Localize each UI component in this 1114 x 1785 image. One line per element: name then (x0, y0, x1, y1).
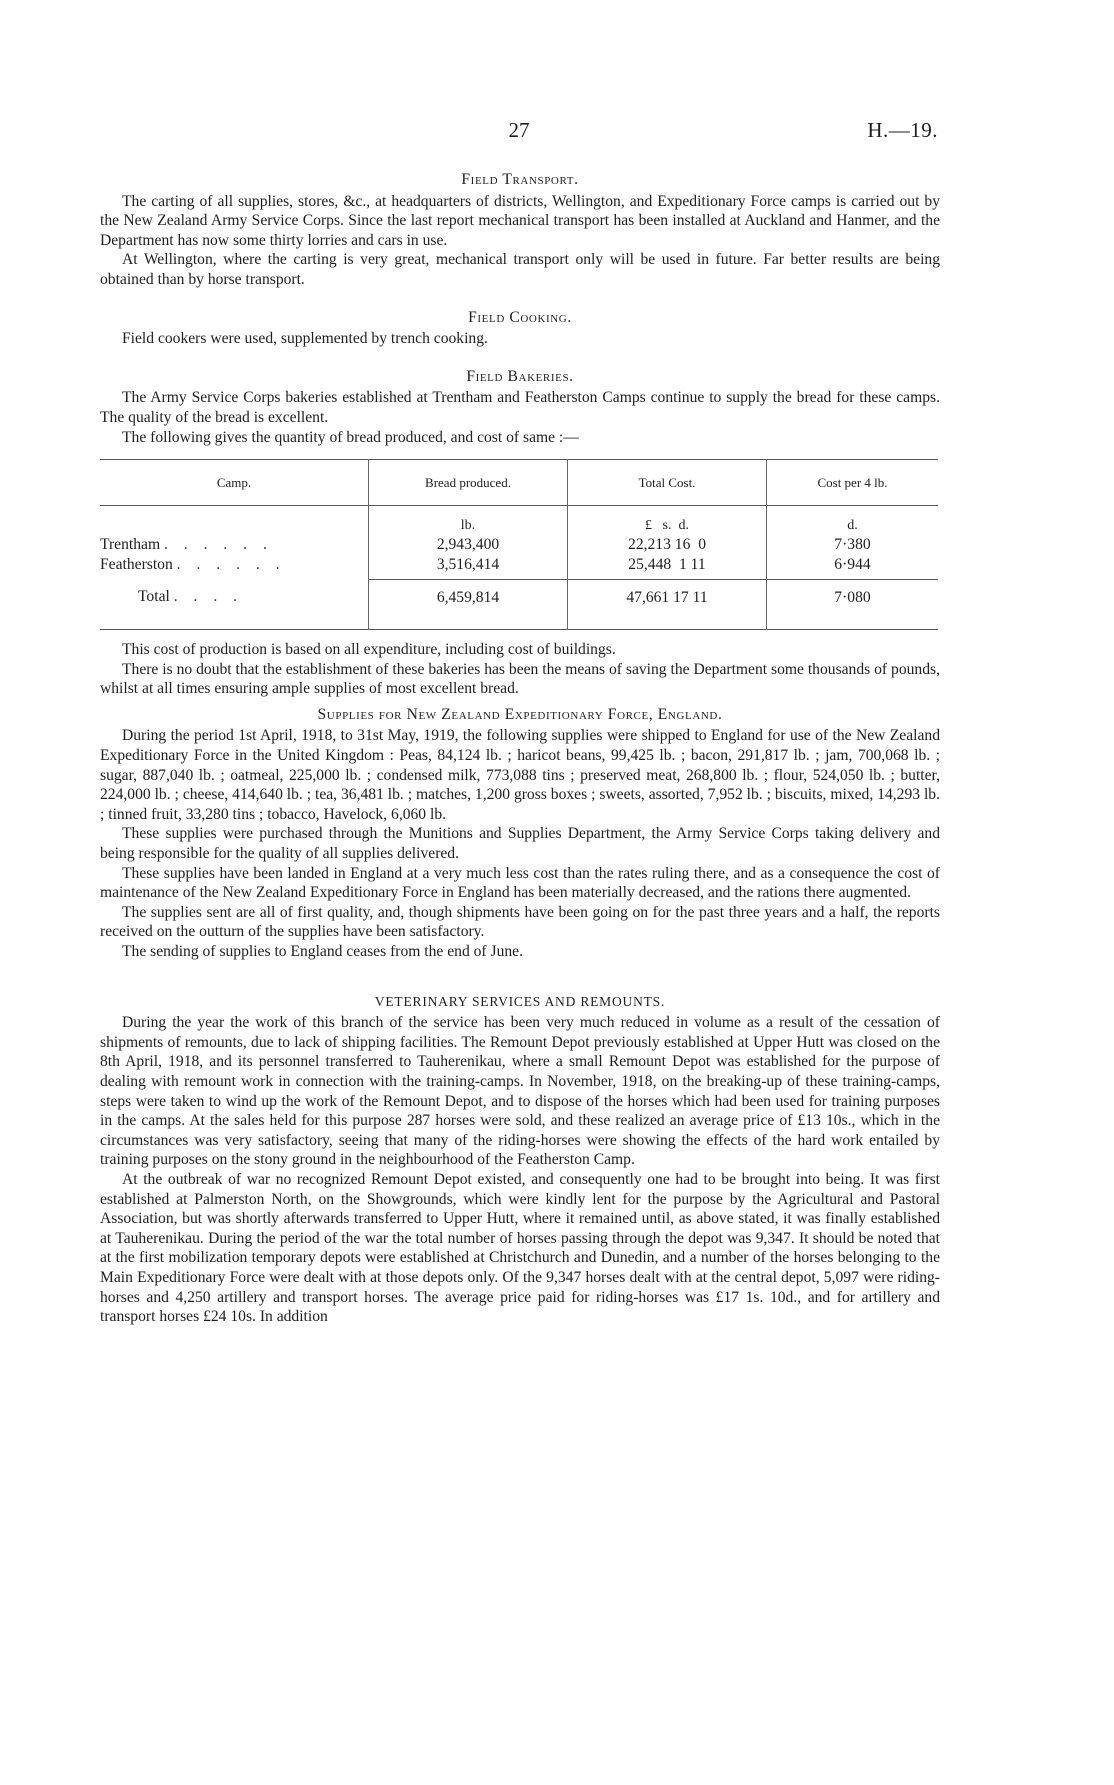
paragraph: The carting of all supplies, stores, &c., at headquarters of districts, Wellington, and Expeditionary Force camps is carried out by the New Zealand Army Service Corps. Since the last report mechanical transport has been installed at Auckland and Hanmer, and the Department has now some thirty lorries and cars in use. (100, 192, 940, 249)
total-cost-value: 25,448 1 11 (568, 555, 767, 579)
section-field-bakeries (100, 367, 940, 699)
bread-produced-value: 2,943,400 (369, 535, 568, 555)
paragraph: The Army Service Corps bakeries established at Trentham and Featherston Camps continue to supply the bread for these camps. The quality of the bread is excellent. (100, 389, 940, 426)
leader-dots: . . . . (173, 588, 244, 606)
paragraph: This cost of production is based on all expenditure, including cost of buildings. (122, 641, 616, 659)
unit-cost: d. (767, 505, 939, 535)
cost-per-4lb-value: 7·380 (767, 535, 939, 555)
paragraph: During the period 1st April, 1918, to 31st May, 1919, the following supplies were shipped to England for use of the New Zealand Expeditionary Force in the United Kingdom : Peas, 84,124 lb. ; haricot beans, 99,425 lb. ; bacon, 291,817 lb. ; jam, 700,068 lb. ; sugar, 887,040 lb. ; oatmeal, 225,000 lb. ; condensed milk, 773,088 tins ; preserved meat, 268,800 lb. ; flour, 524,050 lb. ; butter, 224,000 lb. ; cheese, 414,640 lb. ; tea, 36,481 lb. ; matches, 1,200 gross boxes ; sweets, assorted, 7,952 lb. ; biscuits, mixed, 14,293 lb. ; tinned fruit, 33,280 tins ; tobacco, Havelock, 6,060 lb. (100, 727, 940, 823)
total-cost-value: 22,213 16 0 (568, 535, 767, 555)
camp-name: Featherston (100, 556, 173, 574)
camp-name: Trentham (100, 536, 161, 554)
cost-per-4lb-value: 6·944 (767, 555, 939, 579)
table-row (100, 535, 938, 555)
paragraph: The supplies sent are all of first quality, and, though shipments have been going on for the past three years and a half, the reports received on the outturn of the supplies have been satisfactory. (100, 903, 940, 941)
page-content (100, 170, 940, 1327)
total-cost-per-4lb: 7·080 (767, 579, 939, 630)
paragraph: There is no doubt that the establishment of these bakeries has been the means of saving the Department some thousands of pounds, whilst at all times ensuring ample supplies of most excellent bread. (100, 660, 940, 698)
page-number: 27 (508, 118, 530, 142)
section-heading: Field Cooking. (468, 308, 572, 326)
paragraph: These supplies were purchased through the Munitions and Supplies Department, the Army Service Corps taking delivery and being responsible for the quality of all supplies delivered. (100, 825, 940, 863)
section-heading: VETERINARY SERVICES AND REMOUNTS. (374, 993, 666, 1009)
unit-total: £ s. d. (568, 505, 767, 535)
leader-dots: . . . . . . (163, 536, 273, 554)
paragraph: The sending of supplies to England ceases from the end of June. (122, 943, 524, 960)
table-total-row (100, 579, 938, 630)
section-heading: Supplies for New Zealand Expeditionary Force, England. (317, 705, 723, 723)
units-row (100, 505, 938, 535)
paragraph: At Wellington, where the carting is very great, mechanical transport only will be used in future. Far better results are being obtained than by horse transport. (100, 251, 940, 288)
table-row (100, 555, 938, 579)
table-header-row (100, 460, 938, 506)
section-veterinary-services (100, 992, 940, 1327)
total-label: Total (138, 588, 170, 606)
total-bread-produced: 6,459,814 (369, 579, 568, 630)
paragraph: At the outbreak of war no recognized Remount Depot existed, and consequently one had to be brought into being. It was first established at Palmerston North, on the Showgrounds, which were kindly lent for the purpose by the Agricultural and Pastoral Association, but was shortly afterwards transferred to Upper Hutt, where it remained until, as above stated, it was finally established at Tauherenikau. During the period of the war the total number of horses passing through the depot was 9,347. It should be noted that at the first mobilization temporary depots were established at Christchurch and Dunedin, and a number of the horses belonging to the Main Expeditionary Force were dealt with at those depots only. Of the 9,347 horses dealt with at the central depot, 5,097 were riding-horses and 4,250 artillery and transport horses. The average price paid for riding-horses was £17 1s. 10d., and for artillery and transport horses £24 10s. In addition (100, 1170, 940, 1326)
column-header-cost-per-4lb: Cost per 4 lb. (767, 460, 939, 506)
paragraph: These supplies have been landed in England at a very much less cost than the rates ruling there, and as a consequence the cost of maintenance of the New Zealand Expeditionary Force in England has been materially decreased, and the rations there augmented. (100, 864, 940, 902)
paragraph: During the year the work of this branch of the service has been very much reduced in volume as a result of the cessation of shipments of remounts, due to lack of shipping facilities. The Remount Depot previously established at Upper Hutt was closed on the 8th April, 1918, and its personnel transferred to Tauherenikau, where a small Remount Depot was established for the purpose of dealing with remount work in connection with the training-camps. In November, 1918, on the breaking-up of these training-camps, steps were taken to wind up the work of the Remount Depot, and to dispose of the horses which had been used for training purposes in the camps. At the sales held for this purpose 287 horses were sold, and these realized an average price of £13 10s., which in the circumstances was very satisfactory, seeing that many of the riding-horses were showing the effects of the hard work entailed by training purposes on the stony ground in the neighbourhood of the Featherston Camp. (100, 1014, 940, 1169)
total-cost: 47,661 17 11 (568, 579, 767, 630)
section-supplies-nzef-england (100, 705, 940, 962)
section-heading: Field Bakeries. (466, 367, 574, 385)
section-field-cooking (100, 308, 940, 349)
page-header (100, 118, 938, 148)
bread-produced-value: 3,516,414 (369, 555, 568, 579)
document-reference: H.—19. (867, 118, 938, 142)
column-header-total-cost: Total Cost. (568, 460, 767, 506)
section-field-transport (100, 170, 940, 290)
paragraph: Field cookers were used, supplemented by trench cooking. (122, 330, 488, 348)
unit-bread: lb. (369, 505, 568, 535)
bread-production-table (100, 459, 938, 630)
section-heading: Field Transport. (461, 171, 579, 188)
column-header-bread-produced: Bread produced. (369, 460, 568, 506)
leader-dots: . . . . . . (176, 556, 286, 574)
paragraph: The following gives the quantity of bread produced, and cost of same :— (122, 428, 579, 446)
column-header-camp: Camp. (100, 460, 369, 506)
